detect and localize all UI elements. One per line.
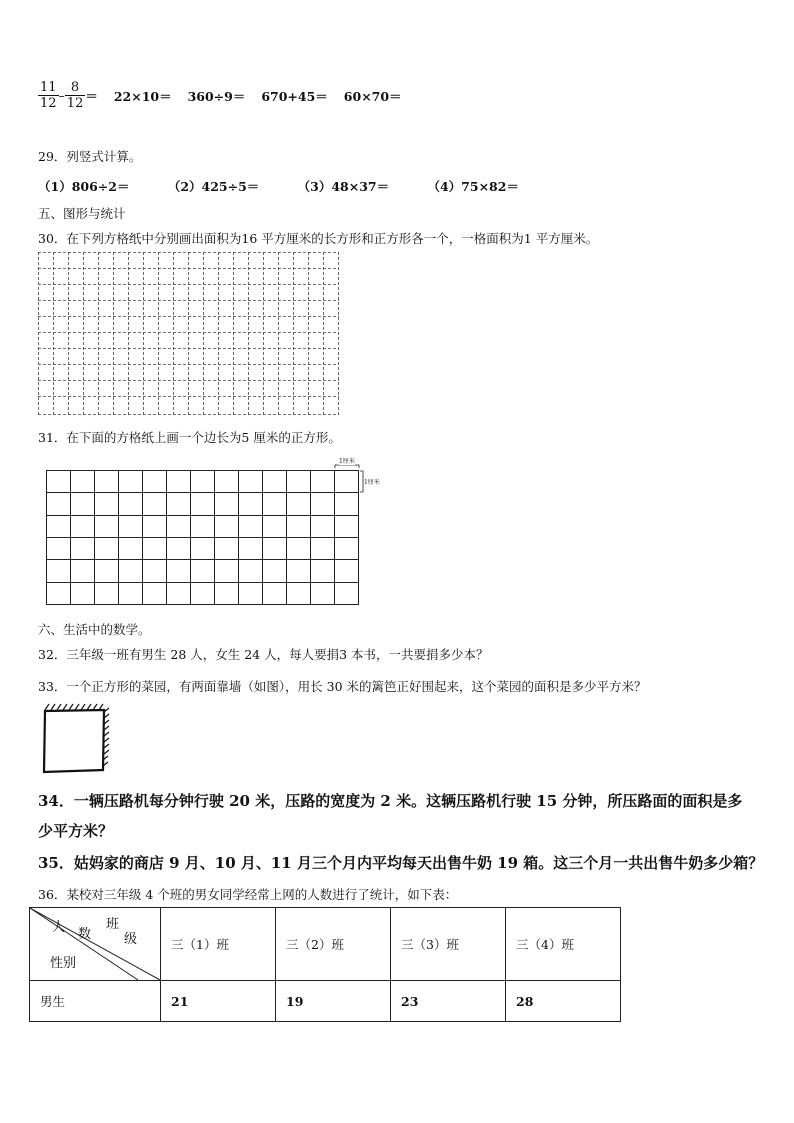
column-header-class-4: 三（4）班 <box>506 908 621 981</box>
fraction-11-12: $\frac{11}{12}$ <box>40 80 57 111</box>
q32-title: 32．三年级一班有男生 28 人，女生 24 人，每人要捐3 本书，一共要捐多少本？ <box>38 647 489 662</box>
column-header-class-2: 三（2）班 <box>276 908 391 981</box>
column-header-class-3: 三（3）班 <box>391 908 506 981</box>
q36-title: 36．某校对三年级 4 个班的男女同学经常上网的人数进行了统计，如下表： <box>38 887 458 902</box>
expression-4: 60×70＝ <box>343 88 402 104</box>
column-header-class-1: 三（1）班 <box>161 908 276 981</box>
q34-line-2: 少平方米？ <box>38 822 114 840</box>
q33-title: 33．一个正方形的菜园，有两面靠墙（如图），用长 30 米的篱笆正好围起来，这个菜园的面积是多少平方米？ <box>38 679 647 694</box>
q31-height-label: 1厘米 <box>364 479 380 486</box>
diag-label-xingbie: 性别 <box>50 956 77 971</box>
q34-line-1: 34．一辆压路机每分钟行驶 20 米，压路的宽度为 2 米。这辆压路机行驶 15 分钟，所压路面的面积是多 <box>38 792 743 810</box>
diagonal-header-cell <box>30 908 161 981</box>
q30-title: 30．在下列方格纸中分别画出面积为16 平方厘米的长方形和正方形各一个，一格面积为1 平方厘米。 <box>38 231 599 246</box>
table-header-row <box>30 908 621 981</box>
section-6-title: 六、生活中的数学。 <box>38 622 151 637</box>
q31-title: 31．在下面的方格纸上画一个边长为5 厘米的正方形。 <box>38 430 341 445</box>
row-label-boys: 男生 <box>30 981 161 1022</box>
fraction-8-12: $\frac{8}{12}$ <box>66 80 84 111</box>
q31-square-grid <box>46 470 360 606</box>
q36-stats-table <box>29 907 621 1022</box>
diag-label-ren: 人 <box>52 920 66 935</box>
q30-dashed-grid <box>38 252 339 416</box>
q28-expression-line: $\frac{11}{12}$ – $\frac{8}{12}$ ＝ 22×10＝ 360÷9＝ 670+45＝ 60×70＝ <box>40 80 402 111</box>
q29-item-2: （2）425÷5＝ <box>167 179 260 194</box>
expression-2: 360÷9＝ <box>187 88 246 104</box>
cell-boys-class-3: 23 <box>391 981 506 1022</box>
cell-boys-class-1: 21 <box>161 981 276 1022</box>
diag-label-ji: 级 <box>124 932 138 947</box>
q29-item-3: （3）48×37＝ <box>297 179 390 194</box>
q31-scale-brackets <box>334 462 364 494</box>
q29-item-1: （1）806÷2＝ <box>38 179 130 194</box>
expression-1: 22×10＝ <box>113 88 172 104</box>
cell-boys-class-4: 28 <box>506 981 621 1022</box>
equals-sign: ＝ <box>85 88 98 104</box>
q35-title: 35．姑妈家的商店 9 月、10 月、11 月三个月内平均每天出售牛奶 19 箱。这三个月一共出售牛奶多少箱？ <box>38 854 764 872</box>
q29-title: 29．列竖式计算。 <box>38 149 142 164</box>
section-5-title: 五、图形与统计 <box>38 206 126 221</box>
diag-label-shu: 数 <box>78 927 92 942</box>
q33-garden-figure <box>40 702 110 776</box>
q31-width-label: 1厘米 <box>339 458 355 465</box>
q29-item-4: （4）75×82＝ <box>427 179 519 194</box>
expression-3: 670+45＝ <box>261 88 328 104</box>
table-row <box>30 981 621 1022</box>
diag-label-ban: 班 <box>106 917 120 932</box>
q29-items <box>38 177 553 195</box>
cell-boys-class-2: 19 <box>276 981 391 1022</box>
